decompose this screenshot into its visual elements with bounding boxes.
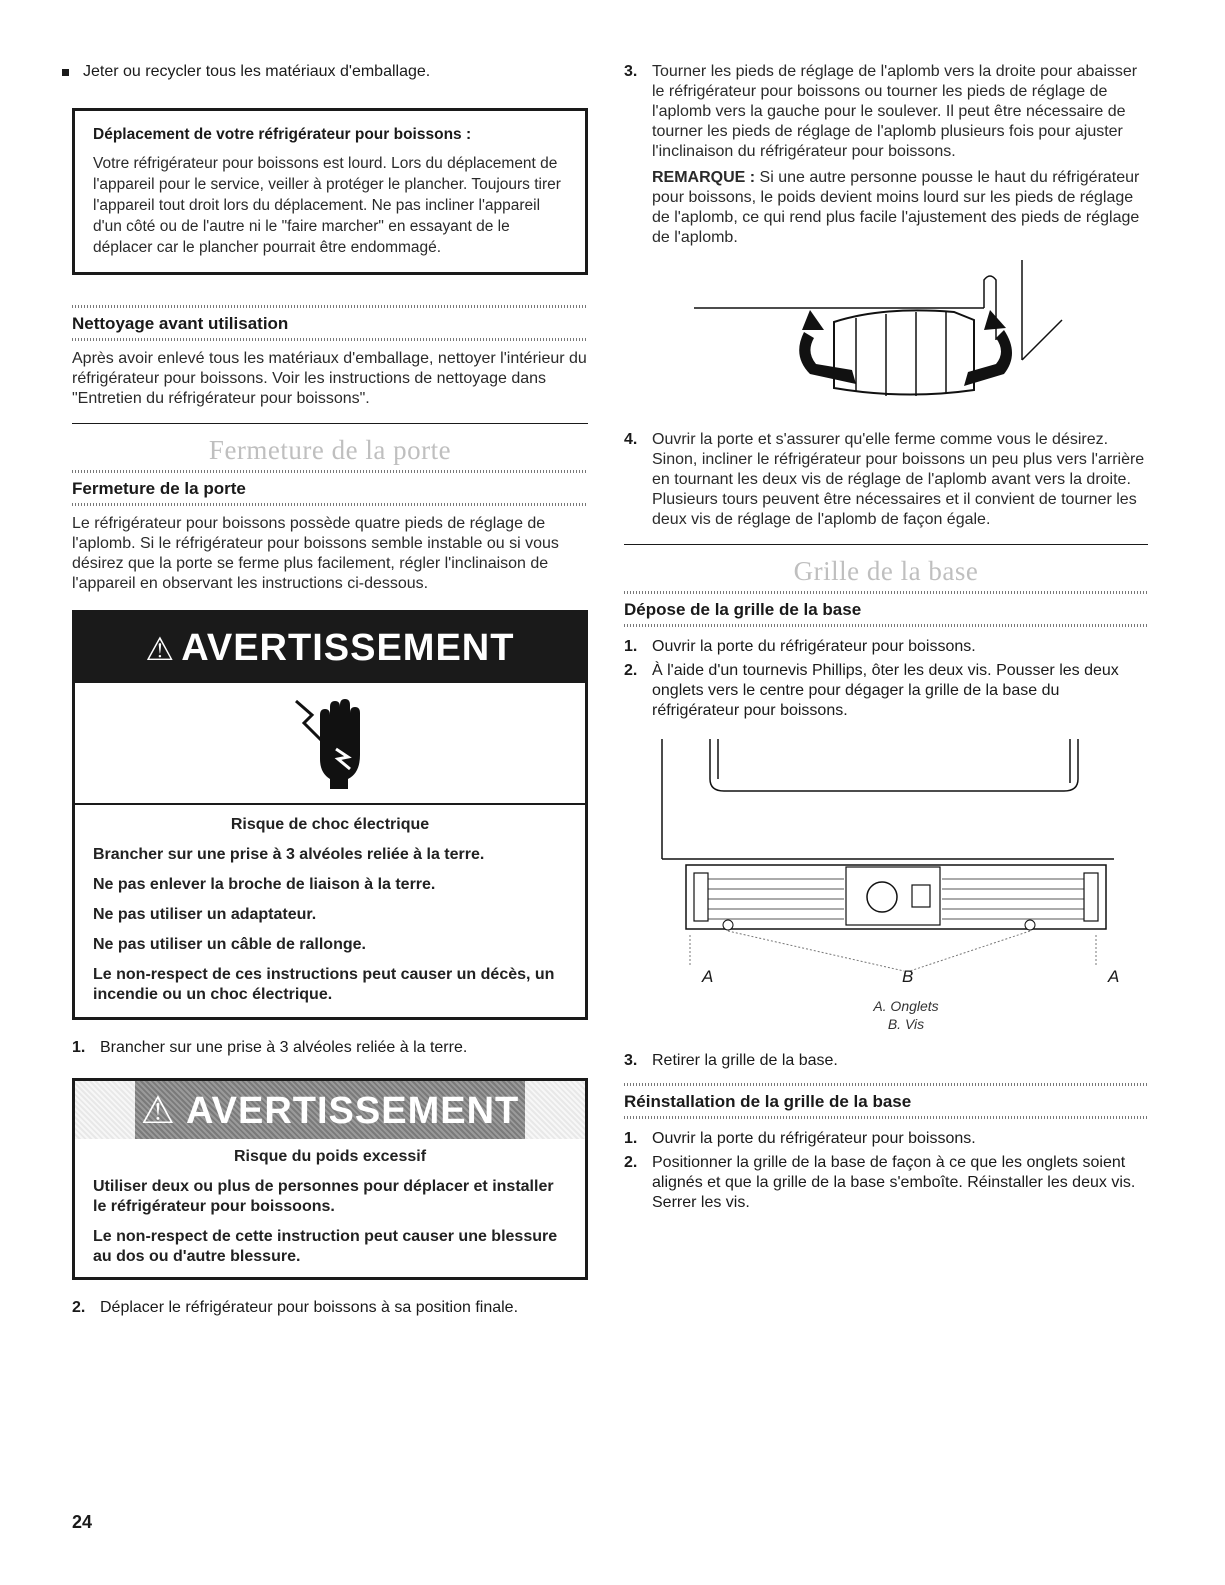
warning-line: Utiliser deux ou plus de personnes pour déplacer et installer le réfrigérateur pour boissoons. — [93, 1178, 554, 1215]
dotted-rule — [624, 1116, 1148, 1119]
electric-shock-hand-icon — [290, 693, 370, 793]
warning-body — [75, 805, 585, 1017]
step-item — [72, 1038, 588, 1058]
note-paragraph — [652, 168, 1148, 248]
warning-title: AVERTISSEMENT — [186, 1090, 520, 1132]
removal-heading: Dépose de la grille de la base — [624, 600, 862, 619]
page-number: 24 — [72, 1512, 93, 1532]
step-text: Brancher sur une prise à 3 alvéoles reliée à la terre. — [100, 1039, 468, 1056]
bullet-item — [62, 62, 588, 82]
caption-b: B. Vis — [887, 1016, 925, 1032]
warning-line: Ne pas utiliser un adaptateur. — [93, 906, 317, 923]
step-number: 1. — [624, 1130, 638, 1147]
caption-a: A. Onglets — [873, 998, 939, 1014]
warning-hazard: Risque de choc électrique — [230, 816, 430, 833]
left-column — [72, 62, 588, 1318]
step-number: 4. — [624, 431, 638, 448]
base-grille-figure — [624, 739, 1148, 991]
step-text: Tourner les pieds de réglage de l'aplomb vers la droite pour abaisser le réfrigérateur pour boissons ou tourner les pieds de réglage de l'aplomb vers la gauche pour le soulever. Il peut être nécessaire de tourner les pieds de réglage de l'aplomb plusieurs fois pour ajuster l'inclinaison du réfrigérateur pour boissons. — [652, 63, 1138, 160]
step-number: 2. — [624, 662, 638, 679]
step-number: 2. — [624, 1154, 638, 1171]
callout-label-b: B — [902, 967, 914, 986]
step-number: 3. — [624, 63, 638, 80]
step-item — [624, 430, 1148, 530]
step-item — [624, 637, 1148, 657]
grille-section-title: Grille de la base — [793, 556, 979, 586]
step-text: À l'aide d'un tournevis Phillips, ôter les deux vis. Pousser les deux onglets vers le centre pour dégager la grille de la base du réfrigérateur pour boissons. — [652, 662, 1119, 719]
warning-triangle-icon: ⚠ — [145, 631, 176, 667]
weight-warning-box — [72, 1078, 588, 1280]
step-content — [652, 62, 1148, 248]
warning-body — [75, 1139, 585, 1277]
callout-label-a: A — [702, 967, 714, 986]
cleaning-text: Après avoir enlevé tous les matériaux d'emballage, nettoyer l'intérieur du réfrigérateur pour boissons. Voir les instructions de nettoyage dans "Entretien du réfrigérateur pour boissons". — [72, 350, 587, 407]
dotted-rule — [72, 338, 588, 341]
warning-hazard: Risque du poids excessif — [233, 1148, 427, 1165]
moving-notice-title: Déplacement de votre réfrigérateur pour boissons : — [93, 126, 472, 143]
cleaning-heading: Nettoyage avant utilisation — [72, 314, 289, 333]
step-item — [72, 1298, 588, 1318]
step-item — [624, 1153, 1148, 1213]
moving-notice-box — [72, 108, 588, 275]
moving-notice-text: Votre réfrigérateur pour boissons est lourd. Lors du déplacement de l'appareil pour le service, veiller à protéger le plancher. Toujours tirer l'appareil tout droit lors du déplacement. Ne pas incliner l'appareil d'un côté ou de l'autre ni le "faire marcher" en essayant de le déplacer car le plancher pourrait être endommagé. — [93, 155, 561, 256]
step-text: Positionner la grille de la base de façon à ce que les onglets soient alignés et que la grille de la base s'emboîte. Réinstaller les deux vis. Serrer les vis. — [652, 1154, 1136, 1211]
step-text: Retirer la grille de la base. — [652, 1052, 838, 1069]
warning-line: Le non-respect de cette instruction peut causer une blessure au dos ou d'autre blessure. — [93, 1228, 558, 1265]
step-item — [624, 1051, 1148, 1071]
step-number: 1. — [72, 1039, 86, 1056]
warning-title: AVERTISSEMENT — [181, 627, 515, 669]
warning-header — [135, 1081, 525, 1139]
reinstall-heading: Réinstallation de la grille de la base — [624, 1092, 912, 1111]
leveling-leg-figure — [624, 260, 1148, 420]
electric-warning-box — [72, 610, 588, 1020]
step-item — [624, 62, 1148, 248]
note-text: Si une autre personne pousse le haut du réfrigérateur pour boissons, le poids devient moins lourd sur les pieds de réglage de l'aplomb, ce qui rend plus facile l'ajustement des pieds de réglage de l'aplomb. — [652, 169, 1140, 246]
dotted-rule — [624, 624, 1148, 627]
door-heading: Fermeture de la porte — [72, 479, 246, 498]
leveling-leg-illustration — [624, 260, 1148, 420]
note-label: REMARQUE : — [652, 169, 756, 186]
dotted-rule — [72, 503, 588, 506]
bullet-text: Jeter ou recycler tous les matériaux d'emballage. — [83, 63, 431, 80]
callout-label-a: A — [1108, 967, 1120, 986]
shock-hazard-icon-zone — [75, 683, 585, 805]
right-column — [624, 62, 1148, 1213]
door-text: Le réfrigérateur pour boissons possède quatre pieds de réglage de l'aplomb. Si le réfrigérateur pour boissons semble instable ou si vous désirez que la porte se ferme plus facilement, régler l'inclinaison de l'appareil en observant les instructions ci-dessous. — [72, 515, 559, 592]
door-section-title: Fermeture de la porte — [208, 435, 452, 465]
bullet-square-icon — [62, 69, 69, 76]
step-number: 3. — [624, 1052, 638, 1069]
step-item — [624, 1129, 1148, 1149]
base-grille-illustration — [624, 739, 1148, 991]
warning-triangle-icon: ⚠ — [140, 1090, 176, 1132]
warning-header — [75, 613, 585, 683]
warning-line: Brancher sur une prise à 3 alvéoles reliée à la terre. — [93, 846, 485, 863]
step-text: Ouvrir la porte et s'assurer qu'elle ferme comme vous le désirez. Sinon, incliner le réfrigérateur pour boissons un peu plus vers l'arrière en tournant les deux vis de réglage de l'aplomb avant vers la droite. Plusieurs tours peuvent être nécessaires et il convient de tourner les deux vis de réglage de l'aplomb de façon égale. — [652, 431, 1145, 528]
warning-line: Ne pas enlever la broche de liaison à la terre. — [93, 876, 436, 893]
step-number: 2. — [72, 1299, 86, 1316]
step-text: Ouvrir la porte du réfrigérateur pour boissons. — [652, 1130, 976, 1147]
warning-line: Le non-respect de ces instructions peut causer un décès, un incendie ou un choc électrique. — [93, 966, 555, 1003]
warning-line: Ne pas utiliser un câble de rallonge. — [93, 936, 366, 953]
step-number: 1. — [624, 638, 638, 655]
step-text: Déplacer le réfrigérateur pour boissons à sa position finale. — [100, 1299, 519, 1316]
step-text: Ouvrir la porte du réfrigérateur pour boissons. — [652, 638, 976, 655]
figure-captions — [624, 997, 1148, 1033]
step-item — [624, 661, 1148, 721]
